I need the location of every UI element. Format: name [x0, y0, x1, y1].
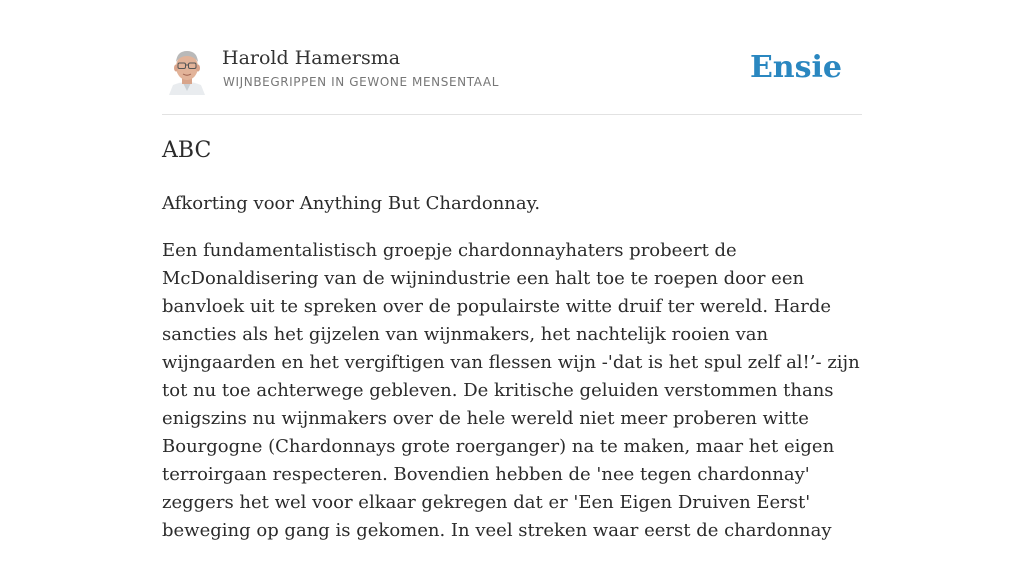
brand-logo[interactable]: Ensie: [749, 50, 842, 85]
article-body: [162, 190, 867, 564]
author-name[interactable]: Harold Hamersma: [222, 47, 401, 69]
author-photo-icon: [167, 47, 207, 95]
article-paragraph: Afkorting voor Anything But Chardonnay.: [162, 193, 541, 214]
author-tagline: WIJNBEGRIPPEN IN GEWONE MENSENTAAL: [223, 75, 499, 89]
page-title: ABC: [162, 138, 212, 163]
avatar[interactable]: [167, 47, 207, 95]
page: [162, 0, 862, 541]
article-paragraph: Een fundamentalistisch groepje chardonnayhaters probeert de McDonaldisering van de wijnindustrie een halt toe te roepen door een banvloek uit te spreken over de populairste witte druif ter wereld. Harde sancties als het gijzelen van wijnmakers, het nachtelijk rooien van wijngaarden en het vergiftigen van flessen wijn -'dat is het spul zelf al!’- zijn tot nu toe achterwege gebleven. De kritische geluiden verstommen thans enigszins nu wijnmakers over de hele wereld niet meer proberen witte Bourgogne (Chardonnays grote roerganger) na te maken, maar het eigen terroirgaan respecteren. Bovendien hebben de 'nee tegen chardonnay' zeggers het wel voor elkaar gekregen dat er 'Een Eigen Druiven Eerst' beweging op gang is gekomen. In veel streken waar eerst de chardonnay: [162, 240, 860, 541]
header: [162, 0, 862, 115]
